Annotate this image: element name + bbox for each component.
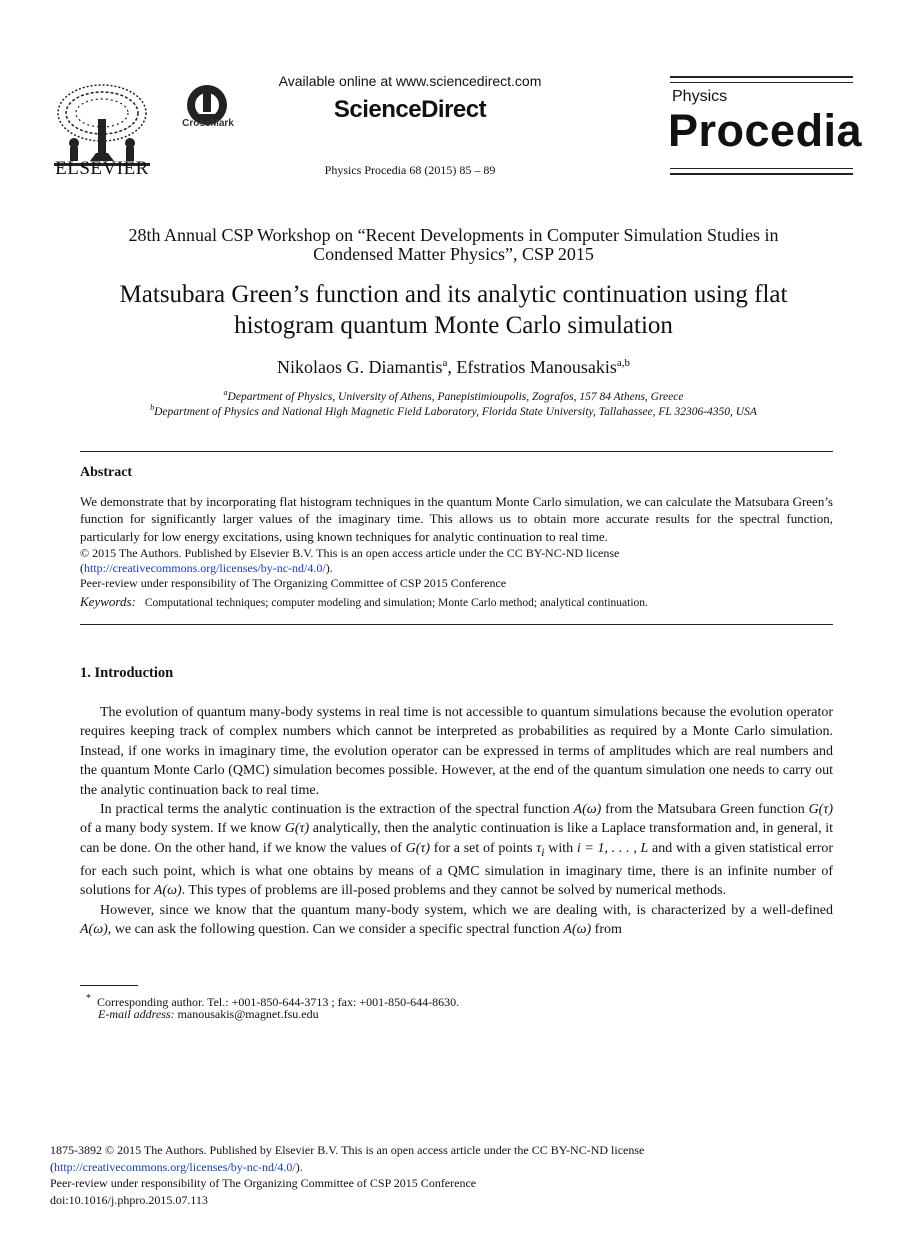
- crossmark-label[interactable]: CrossMark: [182, 118, 234, 129]
- author-list: Nikolaos G. Diamantis$^a$, Efstratios Manousakis$^{a,b}$: [277, 357, 630, 377]
- author-affil-mark: a,b: [616, 357, 630, 369]
- paragraph: In practical terms the analytic continuation is the extraction of the spectral function A(ω) from the Matsubara Green function G(τ) of a many body system. If we know G(τ) analytically, then the analytic continuation is like a Laplace transformation and, in general, it can be done. On the other hand, if we know the values of G(τ) for a set of points $\tau_i$ with i = 1, . . . , L and with a given statistical error for each such point, which is what one obtains by means of a QMC simulation in imaginary time, there is an infinite number of solutions for A(ω). This types of problems are ill-posed problems and they cannot be solved by numerical methods.: [80, 802, 834, 899]
- paragraph: However, since we know that the quantum many-body system, which we are dealing with, is characterized by a well-defined A(ω), we can ask the following question. Can we consider a specific spectral function A(ω) from: [80, 902, 833, 938]
- paper-title: Matsubara Green’s function and its analytic continuation using flat histogram quantum Monte Carlo simulation: [119, 281, 788, 339]
- email-note: E-mail address: manousakis@magnet.fsu.edu: [98, 1007, 319, 1021]
- footer-issn: 1875-3892 © 2015 The Authors. Published by Elsevier B.V. This is an open access article under the CC BY-NC-ND license: [50, 1143, 645, 1157]
- journal-logo-name: Procedia: [668, 105, 863, 156]
- paragraph: The evolution of quantum many-body systems in real time is not accessible to quantum simulations because the evolution operator requires keeping track of complex numbers which cannot be interpreted as probabilities as required by a Monte Carlo simulation. Instead, if one works in imaginary time, the evolution operator can be expressed in terms of amplitudes which are real numbers and the quantum Monte Carlo (QMC) simulation becomes possible. However, at the end of the quantum simulation one needs to carry out the analytic continuation back to real time.: [80, 705, 833, 798]
- affiliation: $^a$Department of Physics, University of Athens, Panepistimioupolis, Zografos, 157 84 Athens, Greece: [223, 388, 684, 403]
- peer-review-line: Peer-review under responsibility of The Organizing Committee of CSP 2015 Conference: [80, 576, 507, 590]
- author-name: Nikolaos G. Diamantis: [277, 357, 443, 377]
- footer-peer-review: Peer-review under responsibility of The Organizing Committee of CSP 2015 Conference: [50, 1176, 477, 1190]
- journal-citation: Physics Procedia 68 (2015) 85 – 89: [324, 163, 496, 177]
- affiliation: $^b$Department of Physics and National High Magnetic Field Laboratory, Florida State University, Tallahassee, FL 32306-4350, USA: [150, 403, 757, 418]
- section-heading-introduction: 1. Introduction: [80, 665, 174, 681]
- keywords-list: Computational techniques; computer modeling and simulation; Monte Carlo method; analytical continuation.: [144, 597, 648, 609]
- conference-name: 28th Annual CSP Workshop on “Recent Developments in Computer Simulation Studies in Condensed Matter Physics”, CSP 2015: [128, 225, 779, 264]
- author-name: Efstratios Manousakis: [456, 357, 617, 377]
- footer-license: (http://creativecommons.org/licenses/by-nc-nd/4.0/).: [50, 1160, 303, 1174]
- publisher-name: ELSEVIER: [55, 158, 149, 179]
- introduction-body: [80, 703, 833, 940]
- abstract-heading: Abstract: [80, 465, 133, 480]
- footer-license-link[interactable]: http://creativecommons.org/licenses/by-nc-nd/4.0/: [54, 1160, 296, 1174]
- available-online-text[interactable]: Available online at www.sciencedirect.com: [278, 73, 542, 89]
- footer-doi[interactable]: doi:10.1016/j.phpro.2015.07.113: [50, 1193, 208, 1207]
- keywords-label: Keywords:: [80, 594, 136, 609]
- footnote-rule: [80, 985, 138, 986]
- license-line: (http://creativecommons.org/licenses/by-nc-nd/4.0/).: [80, 561, 333, 575]
- abstract-body: We demonstrate that by incorporating flat histogram techniques in the quantum Monte Carlo simulation, we can calculate the Matsubara Green’s function for significantly larger values of the imaginary time. This allows us to obtain more accurate results for the spectral function, particularly for low energy excitations, using known techniques for analytic continuation to real time.: [80, 494, 833, 544]
- keywords-line: [80, 594, 833, 611]
- email-address[interactable]: manousakis@magnet.fsu.edu: [177, 1007, 319, 1021]
- copyright-line: © 2015 The Authors. Published by Elsevier B.V. This is an open access article under the CC BY-NC-ND license: [80, 546, 620, 560]
- journal-logo-rule: [670, 82, 853, 83]
- section-divider: [80, 451, 833, 452]
- corresponding-author-note: * Corresponding author. Tel.: +001-850-644-3713 ; fax: +001-850-644-8630.: [86, 993, 460, 1009]
- journal-logo-rule: [670, 76, 853, 78]
- license-link[interactable]: http://creativecommons.org/licenses/by-nc-nd/4.0/: [84, 561, 326, 575]
- sciencedirect-wordmark: ScienceDirect: [333, 96, 487, 123]
- section-divider: [80, 624, 833, 625]
- journal-logo-rule: [670, 173, 853, 175]
- journal-logo-prefix: Physics: [672, 88, 728, 105]
- journal-logo-rule: [670, 168, 853, 169]
- author-affil-mark: a: [442, 357, 448, 369]
